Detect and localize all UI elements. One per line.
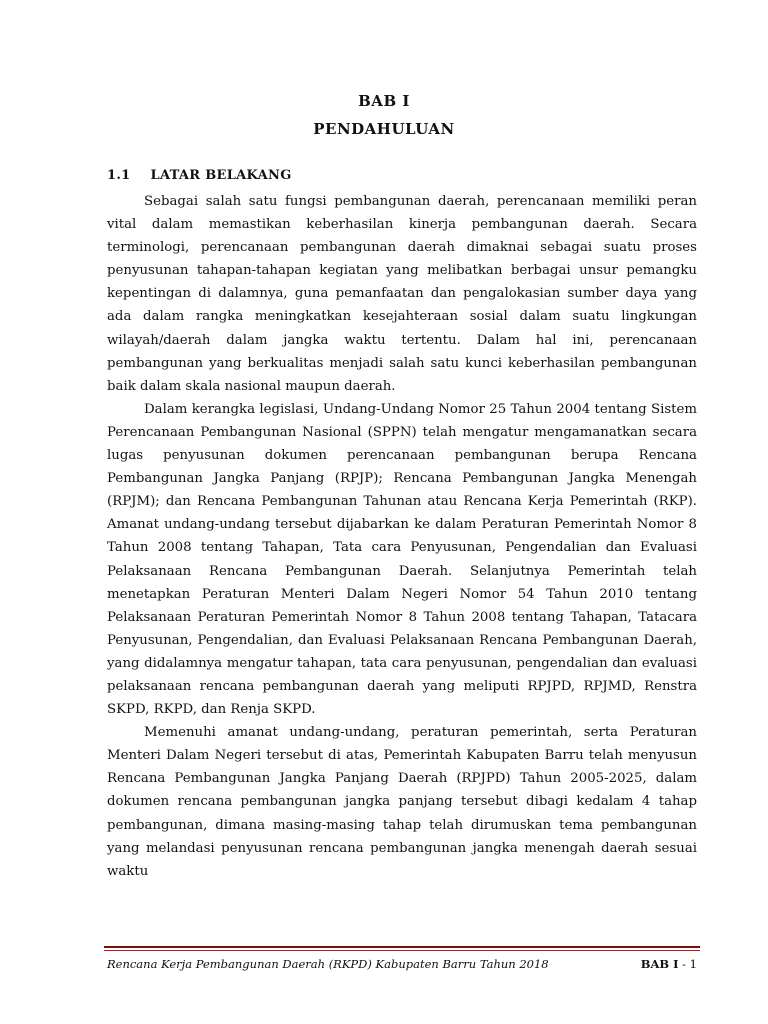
- page-number: [641, 957, 697, 971]
- section-title: LATAR BELAKANG: [150, 168, 292, 183]
- footer-chapter-label: BAB I: [640, 957, 679, 971]
- body-text: [107, 190, 697, 883]
- footer-divider: [104, 950, 700, 951]
- page-footer: [107, 957, 697, 971]
- section-number: 1.1: [107, 168, 131, 183]
- footer-divider: [104, 946, 700, 948]
- section-heading: [107, 168, 292, 183]
- paragraph: Dalam kerangka legislasi, Undang-Undang Nomor 25 Tahun 2004 tentang Sistem Perencanaan Pembangunan Nasional (SPPN) telah mengatur mengamanatkan secara lugas penyusunan dokumen perencanaan pembangunan berupa Rencana Pembangunan Jangka Panjang (RPJP); Rencana Pembangunan Jangka Menengah (RPJM); dan Rencana Pembangunan Tahunan atau Rencana Kerja Pemerintah (RKP). Amanat undang-undang tersebut dijabarkan ke dalam Peraturan Pemerintah Nomor 8 Tahun 2008 tentang Tahapan, Tata cara Penyusunan, Pengendalian dan Evaluasi Pelaksanaan Rencana Pembangunan Daerah. Selanjutnya Pemerintah telah menetapkan Peraturan Menteri Dalam Negeri Nomor 54 Tahun 2010 tentang Pelaksanaan Peraturan Pemerintah Nomor 8 Tahun 2008 tentang Tahapan, Tatacara Penyusunan, Pengendalian, dan Evaluasi Pelaksanaan Rencana Pembangunan Daerah, yang didalamnya mengatur tahapan, tata cara penyusunan, pengendalian dan evaluasi pelaksanaan rencana pembangunan daerah yang meliputi RPJPD, RPJMD, Renstra SKPD, RKPD, dan Renja SKPD.: [107, 401, 697, 718]
- chapter-number: BAB I: [358, 92, 410, 110]
- footer-document-title: Rencana Kerja Pembangunan Daerah (RKPD) Kabupaten Barru Tahun 2018: [107, 957, 549, 971]
- paragraph: Sebagai salah satu fungsi pembangunan daerah, perencanaan memiliki peran vital dalam memastikan keberhasilan kinerja pembangunan daerah. Secara terminologi, perencanaan pembangunan daerah dimaknai sebagai suatu proses penyusunan tahapan-tahapan kegiatan yang melibatkan berbagai unsur pemangku kepentingan di dalamnya, guna pemanfaatan dan pengalokasian sumber daya yang ada dalam rangka meningkatkan kesejahteraan sosial dalam suatu lingkungan wilayah/daerah dalam jangka waktu tertentu. Dalam hal ini, perencanaan pembangunan yang berkualitas menjadi salah satu kunci keberhasilan pembangunan baik dalam skala nasional maupun daerah.: [107, 194, 697, 394]
- chapter-title: PENDAHULUAN: [313, 120, 455, 138]
- footer-page-suffix: - 1: [682, 957, 697, 971]
- paragraph: Memenuhi amanat undang-undang, peraturan pemerintah, serta Peraturan Menteri Dalam Negeri tersebut di atas, Pemerintah Kabupaten Barru telah menyusun Rencana Pembangunan Jangka Panjang Daerah (RPJPD) Tahun 2005-2025, dalam dokumen rencana pembangunan jangka panjang tersebut dibagi kedalam 4 tahap pembangunan, dimana masing-masing tahap telah dirumuskan tema pembangunan yang melandasi penyusunan rencana pembangunan jangka menengah daerah sesuai waktu: [107, 725, 697, 879]
